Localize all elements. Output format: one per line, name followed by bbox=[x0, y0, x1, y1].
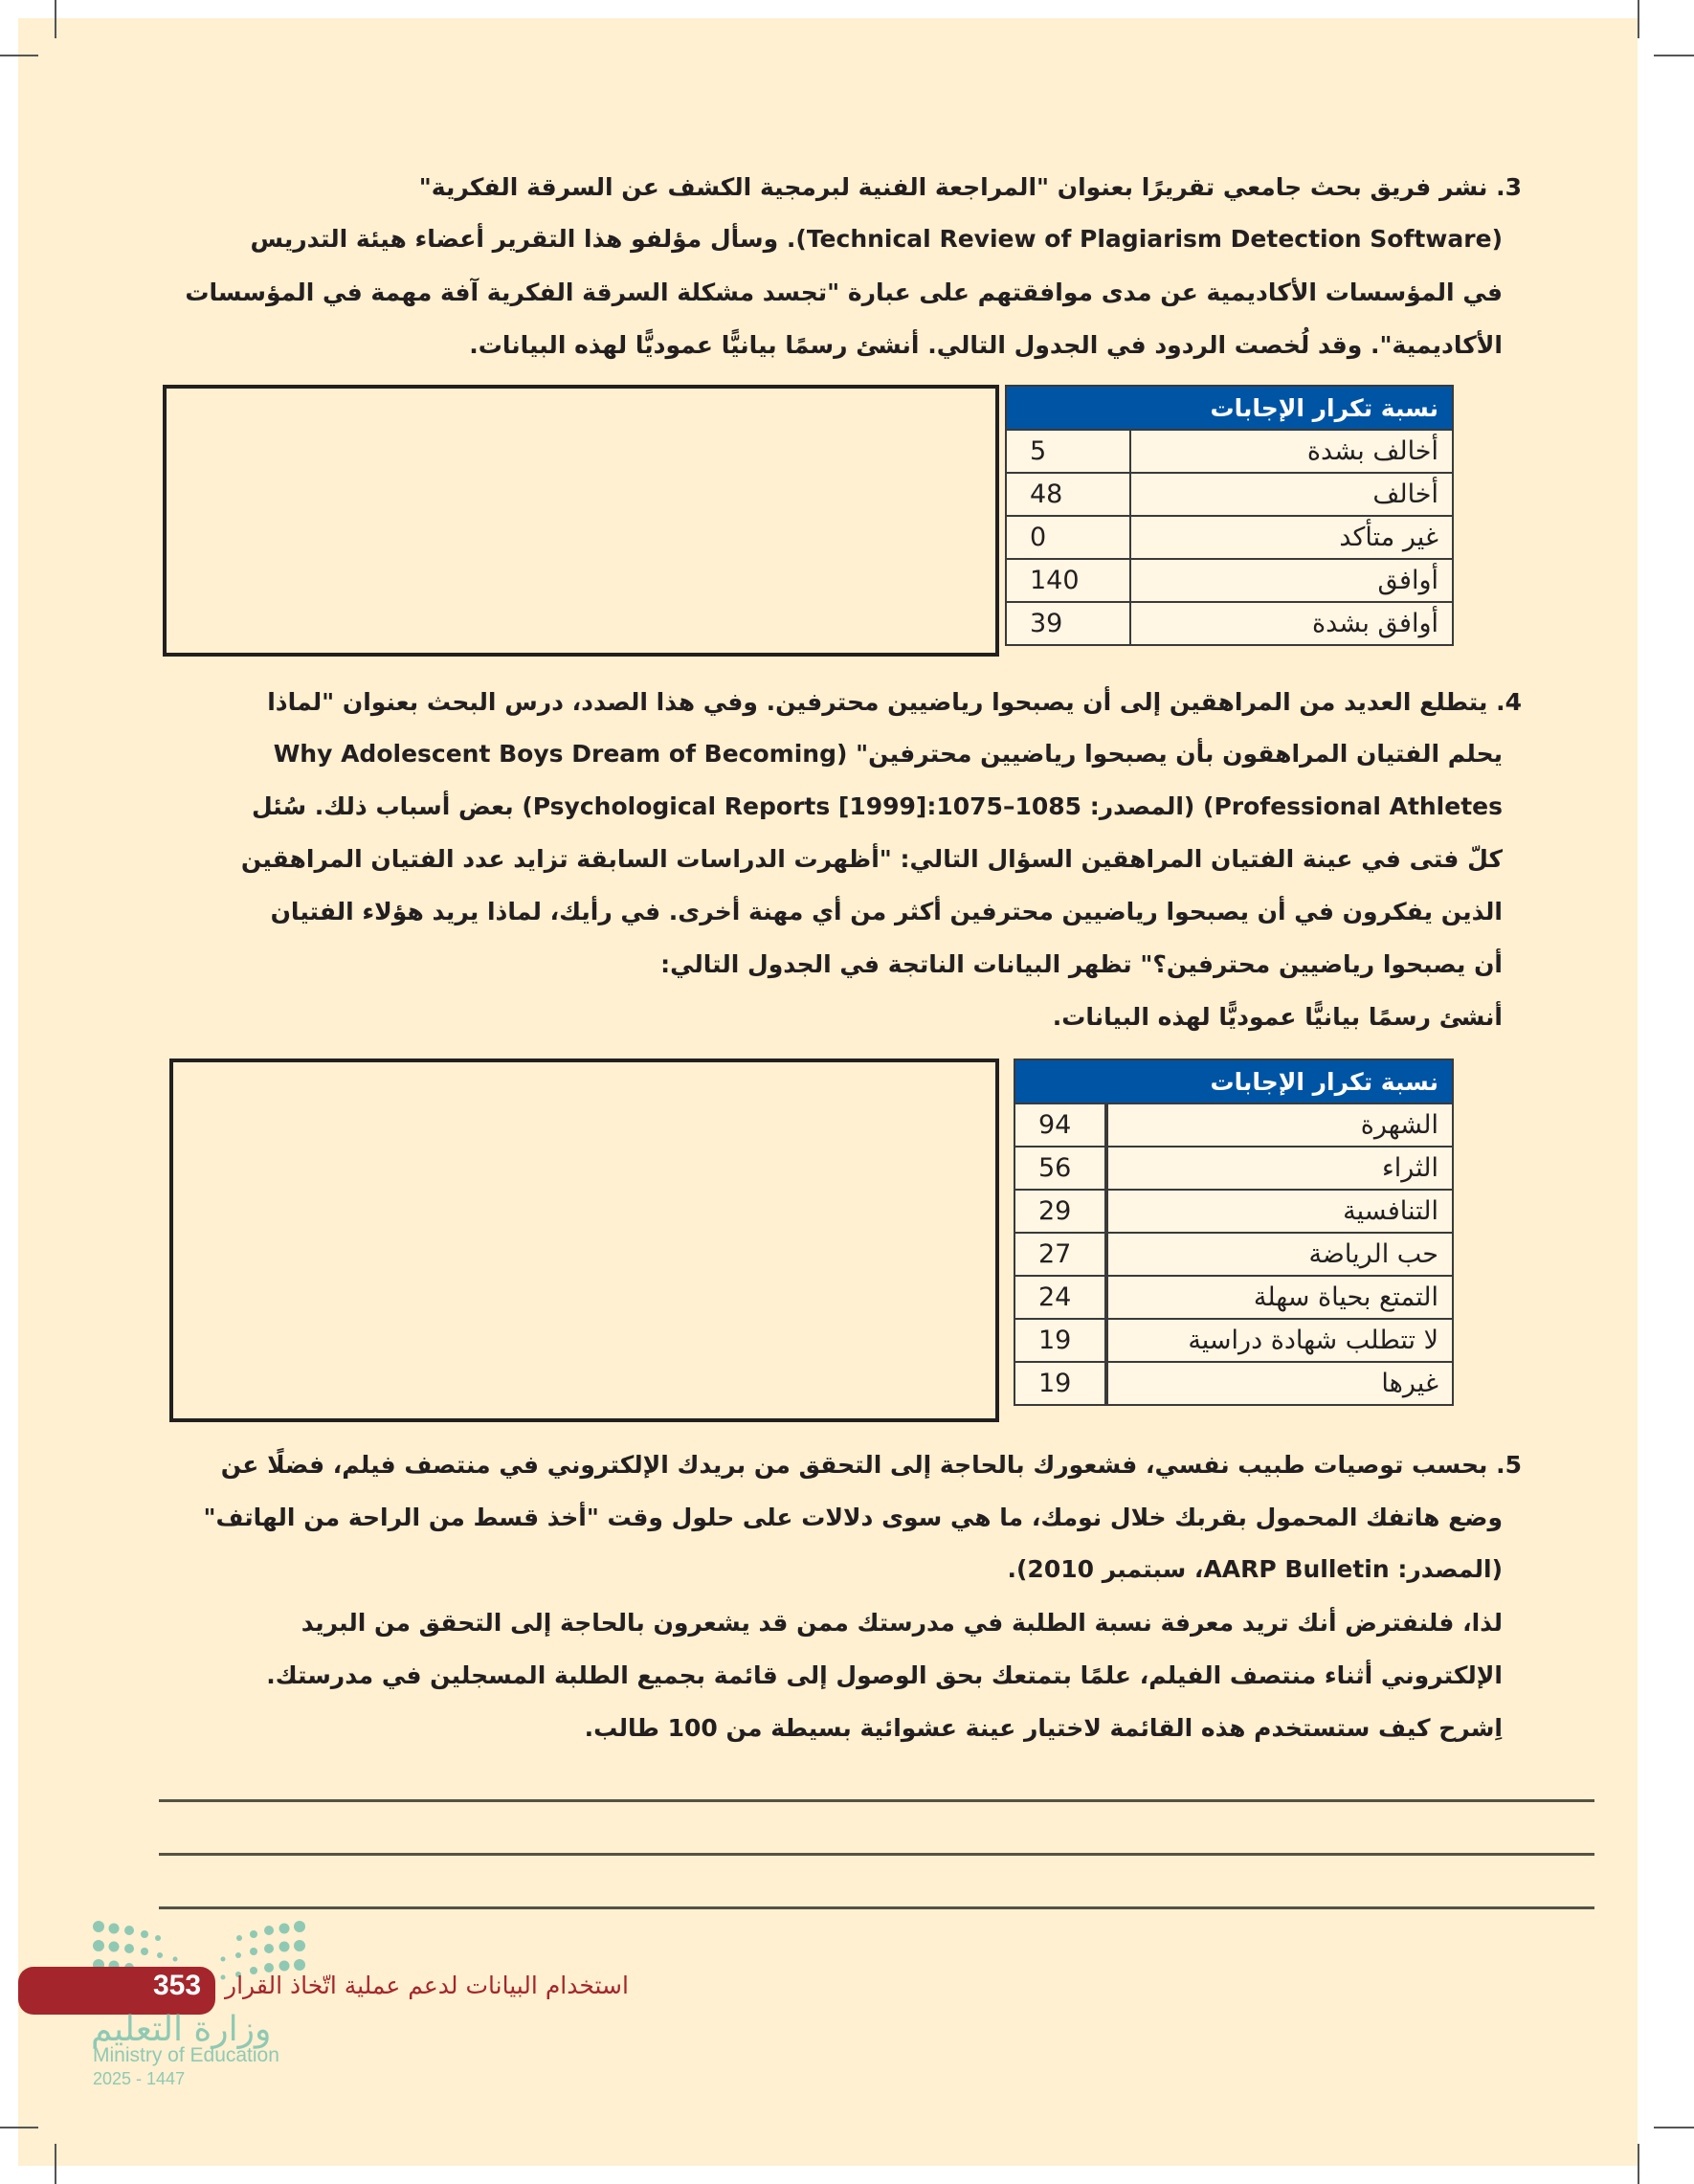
row-value: 5 bbox=[1006, 430, 1130, 473]
row-value: 140 bbox=[1006, 559, 1130, 602]
table-row bbox=[1014, 1190, 1453, 1233]
question-4-line-2: يحلم الفتيان المراهقون بأن يصبحوا رياضيين محترفين" (Why Adolescent Boys Dream of Becoming bbox=[273, 740, 1503, 768]
crop-mark bbox=[0, 55, 38, 56]
row-value: 48 bbox=[1006, 473, 1130, 516]
crop-mark bbox=[55, 0, 56, 38]
row-label: أوافق bbox=[1130, 559, 1453, 602]
question-5-line-5: الإلكتروني أثناء منتصف الفيلم، علمًا بتمتعك بحق الوصول إلى قائمة بجميع الطلبة المسجلين في مدرستك. bbox=[266, 1661, 1503, 1689]
chart-drawing-area-1[interactable] bbox=[163, 385, 999, 657]
crop-mark bbox=[1654, 55, 1694, 56]
row-value: 19 bbox=[1014, 1319, 1106, 1362]
row-label: غير متأكد bbox=[1130, 516, 1453, 559]
question-number: 4. bbox=[1496, 688, 1522, 716]
crop-mark bbox=[1638, 2144, 1639, 2184]
ministry-year: 2025 - 1447 bbox=[93, 2069, 186, 2088]
page-number: 353 bbox=[153, 1970, 202, 2001]
row-label: أخالف بشدة bbox=[1130, 430, 1453, 473]
row-value: 19 bbox=[1014, 1362, 1106, 1405]
row-value: 0 bbox=[1006, 516, 1130, 559]
row-value: 24 bbox=[1014, 1276, 1106, 1319]
ministry-name-arabic: وزارة التعليم bbox=[91, 2010, 272, 2049]
question-3-line-4: الأكاديمية". وقد لُخصت الردود في الجدول التالي. أنشئ رسمًا بيانيًّا عموديًّا لهذه البيانات. bbox=[469, 331, 1503, 359]
question-4-line-5: الذين يفكرون في أن يصبحوا رياضيين محترفين أكثر من أي مهنة أخرى. في رأيك، لماذا يريد هؤلاء الفتيان bbox=[270, 898, 1503, 925]
question-3-line-3: في المؤسسات الأكاديمية عن مدى موافقتهم على عبارة "تجسد مشكلة السرقة الفكرية آفة مهمة في المؤسسات bbox=[185, 279, 1503, 306]
table-row bbox=[1014, 1233, 1453, 1276]
question-number: 3. bbox=[1496, 173, 1522, 201]
ministry-name-english: Ministry of Education bbox=[93, 2044, 279, 2066]
answer-line[interactable] bbox=[159, 1799, 1594, 1802]
frequency-table-2 bbox=[1014, 1059, 1454, 1406]
row-label: الثراء bbox=[1106, 1147, 1453, 1190]
question-5-line-6: اِشرح كيف ستستخدم هذه القائمة لاختيار عينة عشوائية بسيطة من 100 طالب. bbox=[584, 1714, 1503, 1742]
answer-line[interactable] bbox=[159, 1906, 1594, 1909]
table-header: نسبة تكرار الإجابات bbox=[1014, 1059, 1453, 1103]
table-row bbox=[1014, 1319, 1453, 1362]
chart-drawing-area-2[interactable] bbox=[169, 1059, 999, 1422]
question-5-line-3: (المصدر: AARP Bulletin، سبتمبر 2010). bbox=[1007, 1555, 1503, 1583]
row-label: أوافق بشدة bbox=[1130, 602, 1453, 645]
table-row bbox=[1006, 516, 1453, 559]
question-5-line-1: 5. بحسب توصيات طبيب نفسي، فشعورك بالحاجة إلى التحقق من بريدك الإلكتروني في منتصف فيلم، فضلًا عن bbox=[220, 1451, 1522, 1479]
question-3-line-1: 3. نشر فريق بحث جامعي تقريرًا بعنوان "المراجعة الفنية لبرمجية الكشف عن السرقة الفكرية" bbox=[418, 173, 1522, 201]
row-label: التنافسية bbox=[1106, 1190, 1453, 1233]
question-4-line-4: كلّ فتى في عينة الفتيان المراهقين السؤال التالي: "أظهرت الدراسات السابقة تزايد عدد الفتيان المراهقين bbox=[240, 845, 1503, 873]
row-value: 39 bbox=[1006, 602, 1130, 645]
chapter-title: استخدام البيانات لدعم عملية اتّخاذ القرار bbox=[225, 1972, 629, 1999]
row-value: 27 bbox=[1014, 1233, 1106, 1276]
table-row bbox=[1014, 1103, 1453, 1147]
table-row bbox=[1014, 1362, 1453, 1405]
frequency-table-1 bbox=[1005, 385, 1454, 646]
question-4-line-1: 4. يتطلع العديد من المراهقين إلى أن يصبحوا رياضيين محترفين. وفي هذا الصدد، درس البحث بعنوان "لماذا bbox=[267, 688, 1522, 716]
question-5-line-4: لذا، فلنفترض أنك تريد معرفة نسبة الطلبة في مدرستك ممن قد يشعرون بالحاجة إلى التحقق من البريد bbox=[301, 1609, 1503, 1637]
row-label: التمتع بحياة سهلة bbox=[1106, 1276, 1453, 1319]
question-4-line-6: أن يصبحوا رياضيين محترفين؟" تظهر البيانات الناتجة في الجدول التالي: bbox=[660, 950, 1503, 978]
row-label: غيرها bbox=[1106, 1362, 1453, 1405]
row-label: لا تتطلب شهادة دراسية bbox=[1106, 1319, 1453, 1362]
crop-mark bbox=[0, 2127, 38, 2128]
question-4-line-7: أنشئ رسمًا بيانيًّا عموديًّا لهذه البيانات. bbox=[1052, 1003, 1503, 1031]
row-label: أخالف bbox=[1130, 473, 1453, 516]
crop-mark bbox=[1638, 0, 1639, 38]
table-header: نسبة تكرار الإجابات bbox=[1006, 386, 1453, 430]
row-value: 29 bbox=[1014, 1190, 1106, 1233]
table-row bbox=[1006, 559, 1453, 602]
question-5-line-2: وضع هاتفك المحمول بقربك خلال نومك، ما هي سوى دلالات على حلول وقت "أخذ قسط من الراحة من الهاتف" bbox=[203, 1504, 1503, 1531]
crop-mark bbox=[1654, 2127, 1694, 2128]
table-row bbox=[1006, 430, 1453, 473]
question-3-line-2: (Technical Review of Plagiarism Detection Software). وسأل مؤلفو هذا التقرير أعضاء هيئة التدريس bbox=[250, 225, 1503, 253]
table-row bbox=[1014, 1276, 1453, 1319]
answer-line[interactable] bbox=[159, 1853, 1594, 1856]
row-label: الشهرة bbox=[1106, 1103, 1453, 1147]
row-label: حب الرياضة bbox=[1106, 1233, 1453, 1276]
row-value: 94 bbox=[1014, 1103, 1106, 1147]
question-4-line-3: Professional Athletes) (المصدر: Psychological Reports [1999]:1075–1085) بعض أسباب ذلك. سُئل bbox=[251, 792, 1503, 820]
question-number: 5. bbox=[1496, 1451, 1522, 1479]
table-row bbox=[1006, 473, 1453, 516]
table-row bbox=[1006, 602, 1453, 645]
table-row bbox=[1014, 1147, 1453, 1190]
crop-mark bbox=[55, 2144, 56, 2184]
row-value: 56 bbox=[1014, 1147, 1106, 1190]
